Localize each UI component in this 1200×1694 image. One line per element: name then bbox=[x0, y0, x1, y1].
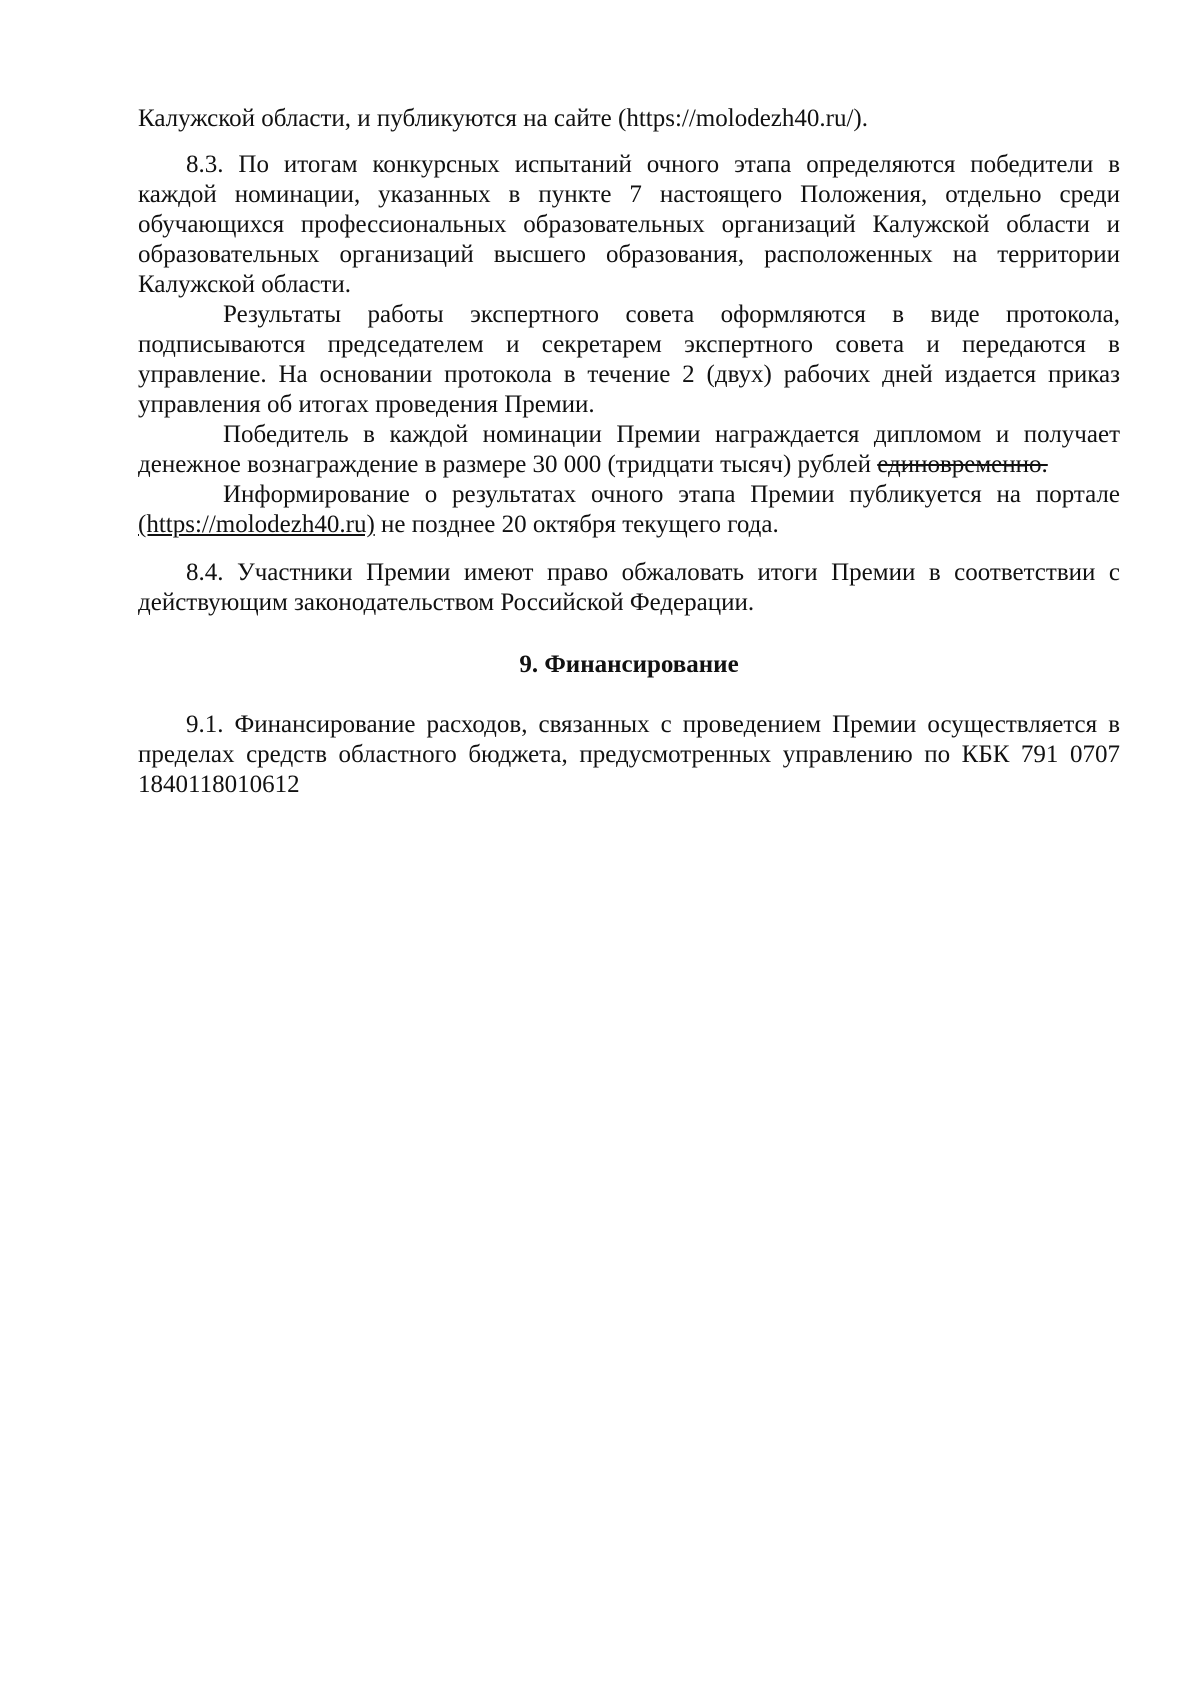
intro-line: Калужской области, и публикуются на сайте (https://molodezh40.ru/). bbox=[138, 105, 868, 132]
paragraph-results-protocol: Результаты работы экспертного совета оформляются в виде протокола, подписываются председателем и секретарем экспертного совета и передаются в управление. На основании протокола в течение 2 (двух) рабочих дней издается приказ управления об итогах проведения Премии. bbox=[138, 301, 1120, 418]
portal-link[interactable]: (https://molodezh40.ru) bbox=[138, 511, 375, 538]
paragraph-9-1: 9.1. Финансирование расходов, связанных с проведением Премии осуществляется в пределах средств областного бюджета, предусмотренных управлению по КБК 791 0707 1840118010612 bbox=[138, 711, 1120, 798]
document-content bbox=[138, 104, 1120, 800]
paragraph-8-4: 8.4. Участники Премии имеют право обжаловать итоги Премии в соответствии с действующим законодательством Российской Федерации. bbox=[138, 559, 1120, 616]
struck-word-single-payment: единовременно. bbox=[877, 451, 1048, 478]
publication-text-end: не позднее 20 октября текущего года. bbox=[374, 511, 779, 538]
section-9-heading: 9. Финансирование bbox=[519, 651, 739, 678]
paragraph-winner-award bbox=[138, 420, 1120, 480]
paragraph-results-publication bbox=[138, 480, 1120, 540]
paragraph-8-3: 8.3. По итогам конкурсных испытаний очного этапа определяются победители в каждой номинации, указанных в пункте 7 настоящего Положения, отдельно среди обучающихся профессиональных образовательных организаций Калужской области и образовательных организаций высшего образования, расположенных на территории Калужской области. bbox=[138, 151, 1120, 298]
publication-text-start: Информирование о результатах очного этапа Премии публикуется на портале bbox=[223, 481, 1120, 508]
winner-award-text: Победитель в каждой номинации Премии награждается дипломом и получает денежное вознаграждение в размере 30 000 (тридцати тысяч) рублей bbox=[138, 421, 1120, 478]
